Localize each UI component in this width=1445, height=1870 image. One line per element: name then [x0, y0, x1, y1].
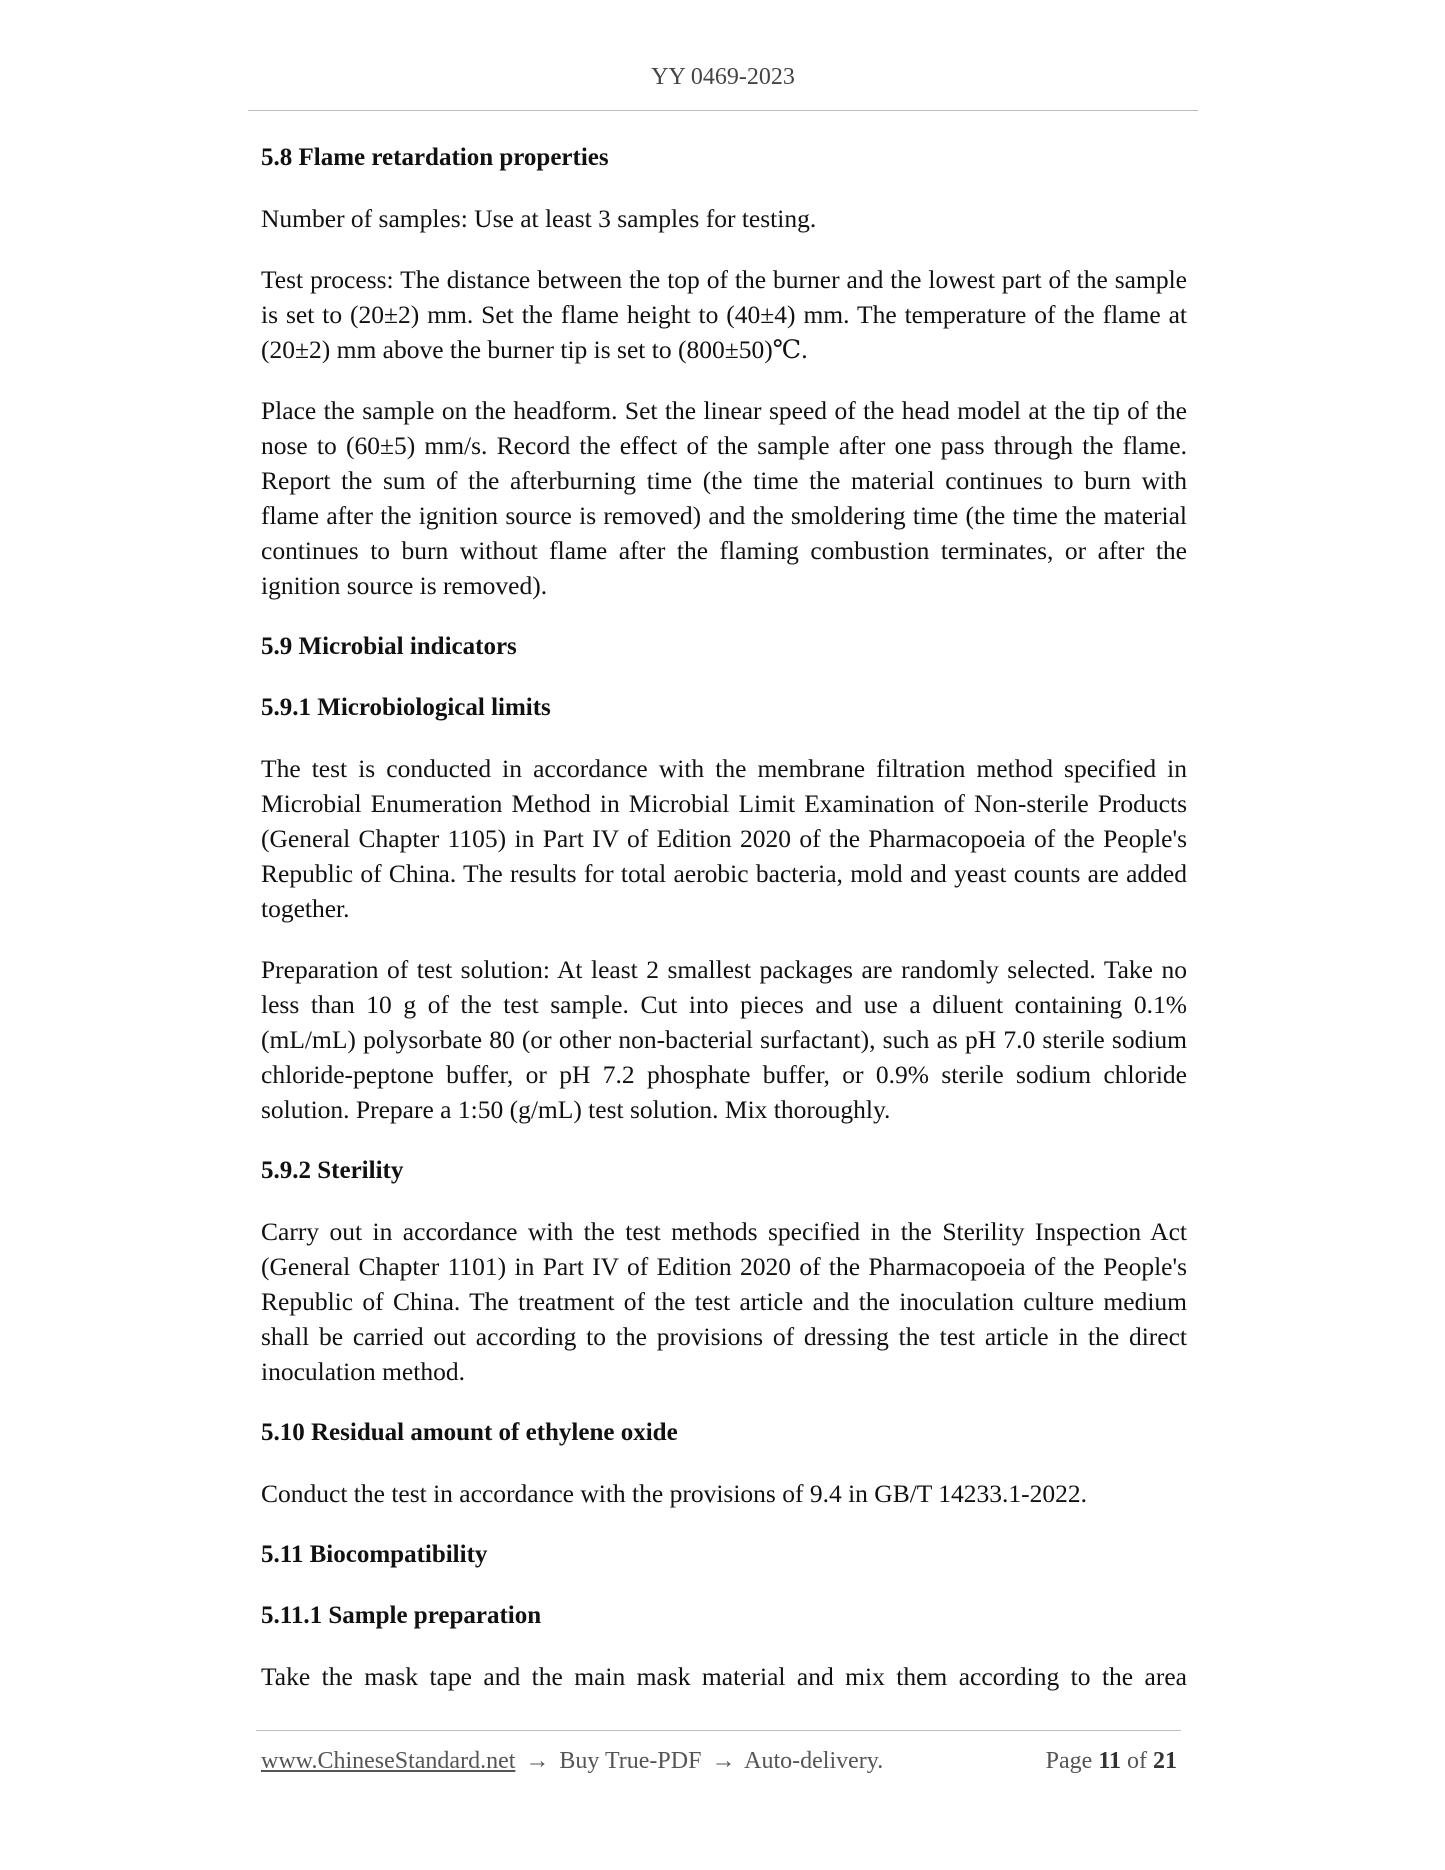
section-heading-5-10: 5.10 Residual amount of ethylene oxide	[261, 1419, 678, 1446]
of-label: of	[1127, 1748, 1147, 1774]
footer-divider	[256, 1730, 1181, 1731]
footer-promo	[261, 1748, 883, 1775]
page-current: 11	[1098, 1748, 1121, 1774]
paragraph: The test is conducted in accordance with the membrane filtration method specified in Microbial Enumeration Method in Microbial Limit Examination of Non-sterile Products (General Chapter 1105) in Part IV of Edition 2020 of the Pharmacopoeia of the People's Republic of China. The results for total aerobic bacteria, mold and yeast counts are added together.	[261, 754, 1187, 923]
arrow-right-icon: →	[711, 1748, 736, 1774]
header-divider	[248, 110, 1198, 111]
page-number	[1046, 1748, 1177, 1775]
document-body	[261, 140, 1187, 1694]
buy-true-pdf-text: Buy True-PDF	[559, 1748, 702, 1774]
paragraph: Carry out in accordance with the test methods specified in the Sterility Inspection Act (General Chapter 1101) in Part IV of Edition 2020 of the Pharmacopoeia of the People's Republic of China. The treatment of the test article and the inoculation culture medium shall be carried out according to the provisions of dressing the test article in the direct inoculation method.	[261, 1217, 1187, 1386]
page-footer	[261, 1748, 1177, 1775]
section-heading-5-9: 5.9 Microbial indicators	[261, 633, 517, 660]
paragraph: Preparation of test solution: At least 2 smallest packages are randomly selected. Take no less than 10 g of the test sample. Cut into pieces and use a diluent containing 0.1% (mL/mL) polysorbate 80 (or other non-bacterial surfactant), such as pH 7.0 sterile sodium chloride-peptone buffer, or pH 7.2 phosphate buffer, or 0.9% sterile sodium chloride solution. Prepare a 1:50 (g/mL) test solution. Mix thoroughly.	[261, 955, 1187, 1124]
paragraph: Test process: The distance between the top of the burner and the lowest part of the sample is set to (20±2) mm. Set the flame height to (40±4) mm. The temperature of the flame at (20±2) mm above the burner tip is set to (800±50)℃.	[261, 265, 1187, 364]
page-label: Page	[1045, 1748, 1093, 1774]
section-heading-5-11: 5.11 Biocompatibility	[261, 1541, 488, 1568]
section-heading-5-9-1: 5.9.1 Microbiological limits	[261, 694, 551, 721]
standard-code-header: YY 0469-2023	[651, 64, 795, 90]
section-heading-5-11-1: 5.11.1 Sample preparation	[261, 1602, 542, 1629]
paragraph: Number of samples: Use at least 3 samples for testing.	[261, 204, 817, 233]
paragraph: Place the sample on the headform. Set the linear speed of the head model at the tip of the nose to (60±5) mm/s. Record the effect of the sample after one pass through the flame. Report the sum of the afterburning time (the time the material continues to burn with flame after the ignition source is removed) and the smoldering time (the time the material continues to burn without flame after the flaming combustion terminates, or after the ignition source is removed).	[261, 396, 1187, 600]
paragraph: Take the mask tape and the main mask material and mix them according to the area	[261, 1662, 1187, 1691]
section-heading-5-9-2: 5.9.2 Sterility	[261, 1157, 404, 1184]
page-total: 21	[1153, 1748, 1177, 1774]
paragraph: Conduct the test in accordance with the provisions of 9.4 in GB/T 14233.1-2022.	[261, 1479, 1088, 1508]
site-link[interactable]: www.ChineseStandard.net	[261, 1748, 516, 1774]
arrow-right-icon: →	[525, 1748, 550, 1774]
section-heading-5-8: 5.8 Flame retardation properties	[261, 144, 609, 171]
auto-delivery-text: Auto-delivery.	[744, 1748, 884, 1774]
